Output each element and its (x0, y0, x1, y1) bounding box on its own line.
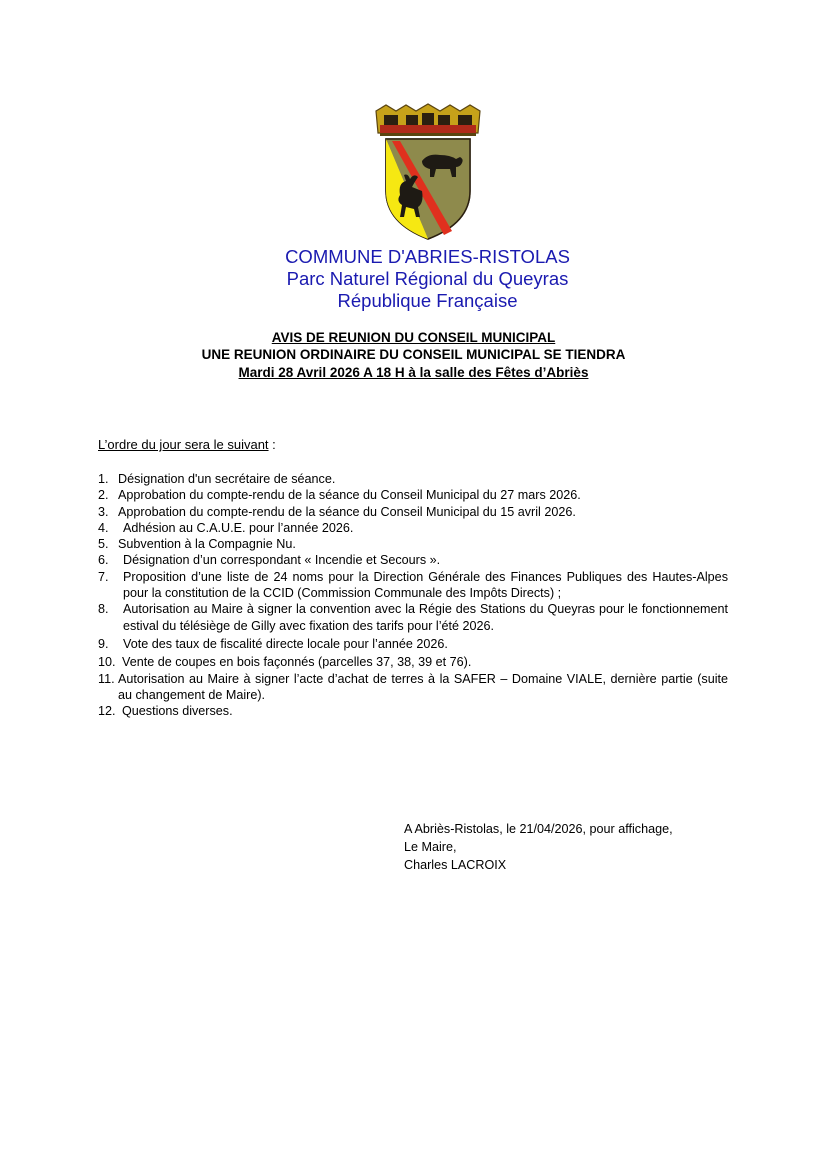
agenda-item-text: Proposition d’une liste de 24 noms pour la Direction Générale des Finances Publiques des Hautes-Alpes pour la constitution de la CCID (Commission Communale des Impôts Directs) ; (123, 569, 728, 601)
agenda-item-number: 7. (98, 569, 109, 584)
agenda-item (98, 636, 728, 652)
coat-of-arms-icon (370, 103, 486, 241)
agenda-item-number: 11. (98, 671, 115, 686)
agenda-item (98, 536, 728, 552)
notice-title: AVIS DE REUNION DU CONSEIL MUNICIPAL (271, 330, 556, 345)
regional-park-name: Parc Naturel Régional du Queyras (286, 268, 569, 289)
agenda-item-text: Désignation d’un correspondant « Incendie et Secours ». (123, 553, 441, 568)
agenda-item-text: Subvention à la Compagnie Nu. (118, 537, 296, 552)
agenda-item-number: 2. (98, 488, 109, 503)
agenda-item-number: 5. (98, 537, 109, 552)
agenda-item (98, 671, 728, 704)
signature-name: Charles LACROIX (404, 858, 507, 872)
notice-subtitle: UNE REUNION ORDINAIRE DU CONSEIL MUNICIPAL SE TIENDRA (201, 347, 626, 362)
country-name: République Française (337, 290, 518, 311)
meeting-date: Mardi 28 Avril 2026 A 18 H à la salle des Fêtes d’Abriès (238, 365, 589, 380)
agenda-list (98, 471, 728, 719)
municipality-name: COMMUNE D'ABRIES-RISTOLAS (285, 246, 570, 267)
agenda-intro-suffix: : (268, 437, 276, 452)
agenda-item-number: 3. (98, 504, 109, 519)
agenda-item (98, 569, 728, 602)
agenda-item-number: 1. (98, 472, 109, 486)
agenda-item-text: Approbation du compte-rendu de la séance du Conseil Municipal du 15 avril 2026. (118, 504, 576, 519)
signature-place-date: A Abriès-Ristolas, le 21/04/2026, pour affichage, (404, 822, 673, 836)
agenda-item-text: Vote des taux de fiscalité directe locale pour l’année 2026. (123, 636, 448, 651)
agenda-item-number: 8. (98, 602, 109, 617)
agenda-item-number: 12. (98, 704, 116, 719)
agenda-item-number: 6. (98, 553, 109, 568)
agenda-item (98, 654, 728, 670)
agenda-item-text: Adhésion au C.A.U.E. pour l’année 2026. (123, 520, 354, 535)
agenda-item-number: 10. (98, 655, 116, 670)
agenda-item (98, 520, 728, 536)
agenda-item (98, 703, 728, 719)
agenda-item-number: 9. (98, 636, 109, 651)
agenda-item-text: Autorisation au Maire à signer l’acte d’achat de terres à la SAFER – Domaine VIALE, dernière partie (suite au changement de Maire). (118, 671, 728, 702)
agenda-item-text: Autorisation au Maire à signer la convention avec la Régie des Stations du Queyras pour le fonctionnement estival du télésiège de Gilly avec fixation des tarifs pour l’été 2026. (123, 602, 728, 633)
agenda-item-text: Questions diverses. (122, 704, 233, 719)
agenda-item-number: 4. (98, 520, 109, 535)
agenda-item (98, 487, 728, 503)
agenda-intro (98, 437, 276, 453)
agenda-intro-label: L’ordre du jour sera le suivant (98, 437, 269, 452)
agenda-item (98, 471, 728, 487)
signature-role: Le Maire, (404, 840, 457, 854)
agenda-item (98, 601, 728, 634)
agenda-item-text: Approbation du compte-rendu de la séance du Conseil Municipal du 27 mars 2026. (118, 488, 581, 503)
agenda-item-text: Désignation d'un secrétaire de séance. (118, 472, 336, 486)
agenda-item (98, 552, 728, 568)
agenda-item-text: Vente de coupes en bois façonnés (parcelles 37, 38, 39 et 76). (122, 655, 472, 670)
signature-block (404, 820, 673, 874)
agenda-item (98, 504, 728, 520)
